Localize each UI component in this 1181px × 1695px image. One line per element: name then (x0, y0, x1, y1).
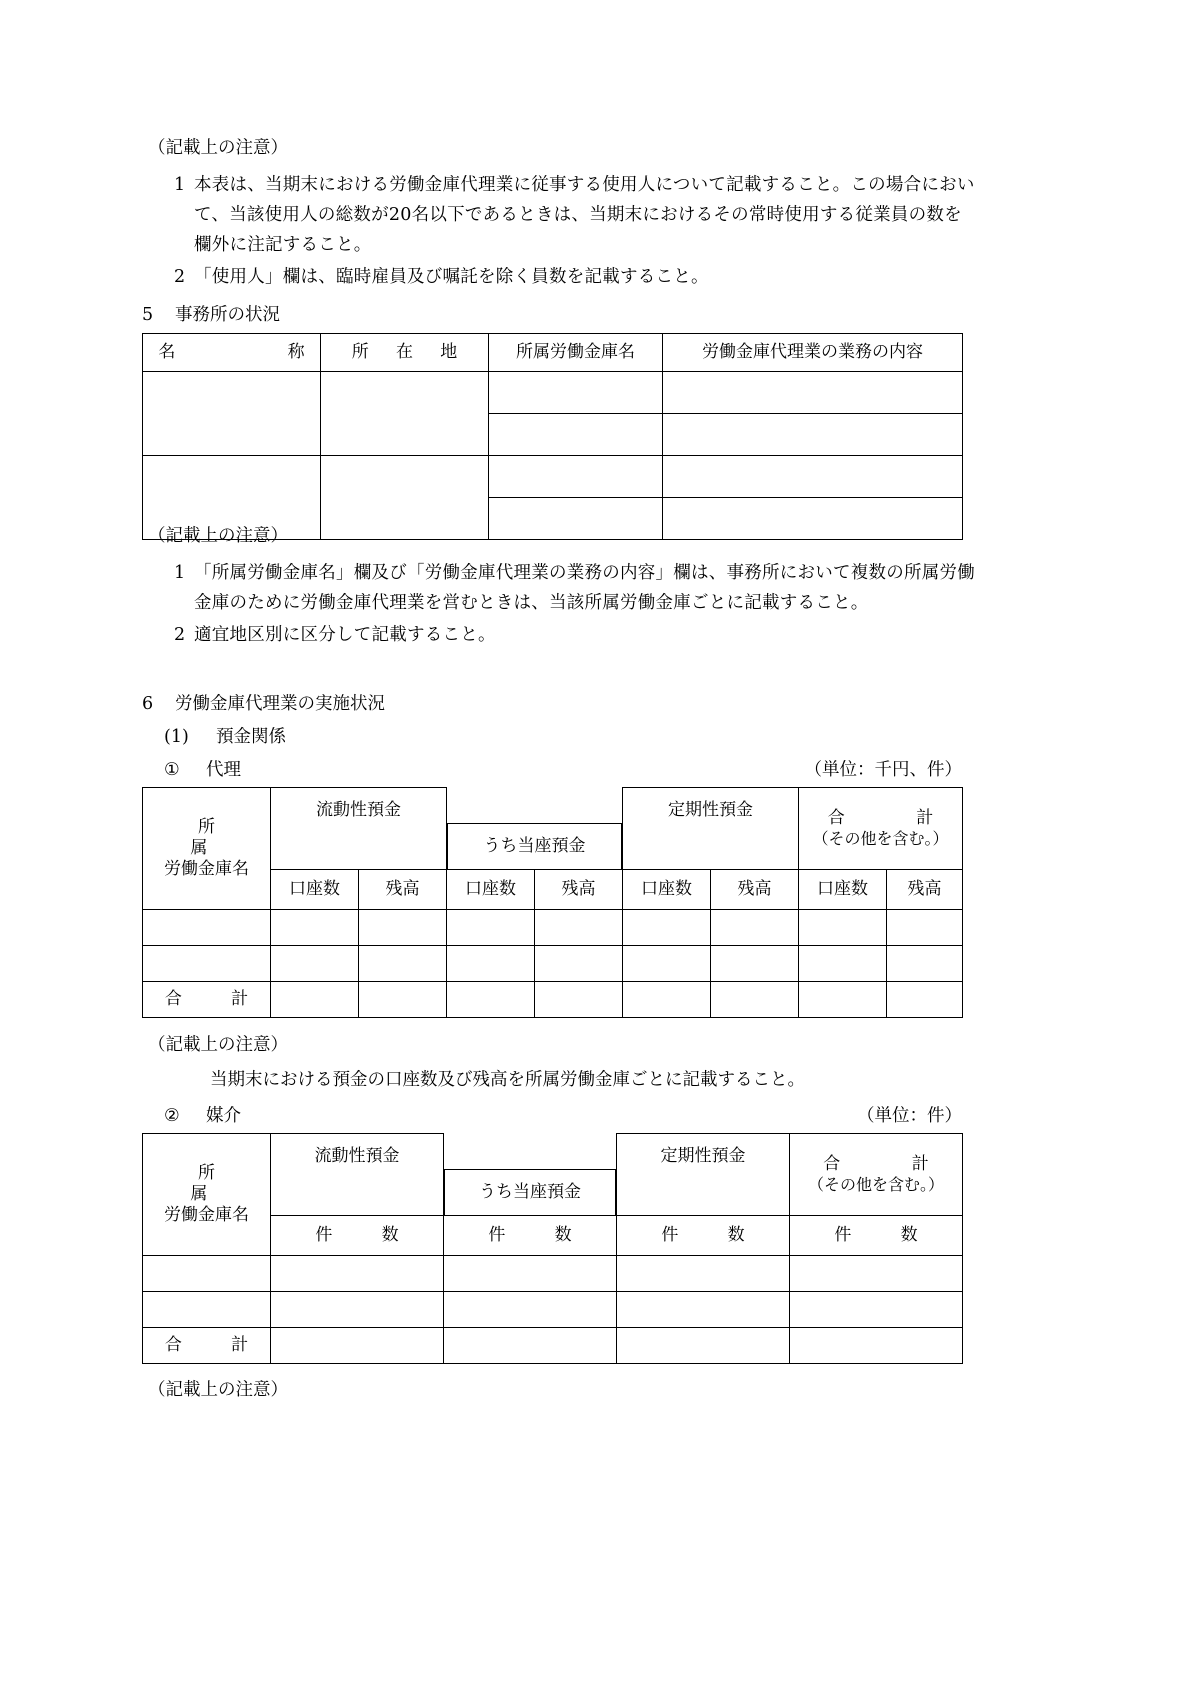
cell-value[interactable] (617, 1256, 790, 1292)
total-row-label: 合 計 (143, 982, 271, 1018)
cell-bank[interactable] (489, 456, 663, 498)
notes-agency-text: 当期末における預金の口座数及び残高を所属労働金庫ごとに記載すること。 (210, 1069, 805, 1090)
table-group-header-row (143, 788, 963, 870)
section-title: 労働金庫代理業の実施状況 (175, 694, 385, 714)
cell-total-value[interactable] (271, 982, 359, 1018)
col-header-bank-line2: 労働金庫名 (164, 859, 249, 880)
note-text: 本表は、当期末における労働金庫代理業に従事する使用人について記載すること。この場合において、当該使用人の総数が20名以下であるときは、当期末におけるその常時使用する従業員の数を欄外に注記すること。 (194, 174, 975, 255)
cell-bank[interactable] (489, 372, 663, 414)
col-header-name: 名 称 (143, 334, 321, 372)
group-header-nested-wrapper (447, 788, 623, 870)
group-header-time: 定期性預金 (623, 788, 799, 870)
group-header-total-line2: （その他を含む。） (807, 1175, 944, 1195)
cell-name[interactable] (143, 372, 321, 456)
cell-address[interactable] (321, 456, 489, 540)
subsection-number: (1) (164, 727, 189, 747)
notes-top-item (148, 262, 978, 292)
notes-mediation-title: （記載上の注意） (148, 1380, 288, 1400)
cell-value[interactable] (790, 1256, 963, 1292)
section-6-heading (142, 696, 385, 714)
cell-value[interactable] (887, 946, 963, 982)
cell-content[interactable] (663, 372, 963, 414)
unit-note: （単位：件） (857, 1106, 962, 1126)
cell-value[interactable] (711, 946, 799, 982)
cell-total-value[interactable] (711, 982, 799, 1018)
cell-value[interactable] (359, 910, 447, 946)
cell-value[interactable] (271, 910, 359, 946)
notes-top-item (148, 170, 978, 260)
cell-total-value[interactable] (447, 982, 535, 1018)
section-5-heading (142, 307, 280, 325)
cell-total-value[interactable] (887, 982, 963, 1018)
cell-bank-name[interactable] (143, 910, 271, 946)
cell-content[interactable] (663, 414, 963, 456)
cell-bank[interactable] (489, 414, 663, 456)
cell-total-value[interactable] (799, 982, 887, 1018)
notes-office-item (148, 620, 978, 650)
cell-value[interactable] (444, 1292, 617, 1328)
cell-value[interactable] (271, 1256, 444, 1292)
cell-bank-name[interactable] (143, 1292, 271, 1328)
agency-deposit-table (142, 787, 963, 1018)
item-title: 代理 (206, 760, 241, 780)
section-title: 事務所の状況 (175, 305, 280, 325)
office-status-table (142, 333, 963, 540)
subcol-total-count: 件 数 (790, 1216, 963, 1256)
subcol-liquid-accounts: 口座数 (271, 870, 359, 910)
table-row (143, 1292, 963, 1328)
note-text: 適宜地区別に区分して記載すること。 (194, 624, 496, 645)
subcol-total-accounts: 口座数 (799, 870, 887, 910)
section-6-sub1-heading (142, 729, 286, 747)
subcol-nested-accounts: 口座数 (447, 870, 535, 910)
item-number: ① (164, 760, 180, 780)
table-row (143, 456, 963, 498)
cell-value[interactable] (887, 910, 963, 946)
col-header-bank (143, 788, 295, 910)
cell-address[interactable] (321, 372, 489, 456)
group-header-liquid: 流動性預金 (271, 1134, 444, 1216)
item-2-heading (142, 1108, 962, 1126)
group-header-total (790, 1134, 963, 1216)
table-header-row (143, 334, 963, 372)
cell-content[interactable] (663, 456, 963, 498)
cell-total-value[interactable] (444, 1328, 617, 1364)
section-number: 6 (142, 694, 154, 714)
cell-total-value[interactable] (623, 982, 711, 1018)
subcol-nested-balance: 残高 (535, 870, 623, 910)
cell-value[interactable] (799, 910, 887, 946)
cell-value[interactable] (790, 1292, 963, 1328)
table-row (143, 372, 963, 414)
notes-top-title: （記載上の注意） (148, 138, 288, 158)
subcol-total-balance: 残高 (887, 870, 963, 910)
cell-value[interactable] (535, 946, 623, 982)
subcol-time-balance: 残高 (711, 870, 799, 910)
item-title: 媒介 (206, 1106, 241, 1126)
subcol-liquid-balance: 残高 (359, 870, 447, 910)
cell-value[interactable] (799, 946, 887, 982)
unit-note: （単位：千円、件） (804, 760, 962, 780)
cell-value[interactable] (447, 910, 535, 946)
subcol-time-count: 件 数 (617, 1216, 790, 1256)
notes-office-title: （記載上の注意） (148, 526, 288, 546)
group-header-time: 定期性預金 (617, 1134, 790, 1216)
group-header-total-line1: 合 計 (827, 807, 939, 828)
col-header-bank (143, 1134, 295, 1256)
table-group-header-row (143, 1134, 963, 1216)
table-row (143, 910, 963, 946)
col-header-bank-line1: 所 属 (190, 816, 295, 858)
cell-bank-name[interactable] (143, 946, 271, 982)
cell-value[interactable] (617, 1292, 790, 1328)
note-number: 2 (174, 624, 186, 645)
group-header-total-line2: （その他を含む。） (812, 829, 949, 849)
note-number: 1 (174, 174, 186, 195)
subcol-nested-count: 件 数 (444, 1216, 617, 1256)
mediation-deposit-table (142, 1133, 963, 1364)
group-header-total (799, 788, 963, 870)
note-text: 「使用人」欄は、臨時雇員及び嘱託を除く員数を記載すること。 (194, 266, 709, 287)
cell-total-value[interactable] (359, 982, 447, 1018)
group-header-nested: うち当座預金 (447, 823, 622, 869)
group-header-total-line1: 合 計 (823, 1153, 934, 1174)
group-header-liquid: 流動性預金 (271, 788, 447, 870)
cell-total-value[interactable] (617, 1328, 790, 1364)
note-text: 「所属労働金庫名」欄及び「労働金庫代理業の業務の内容」欄は、事務所において複数の所属労働金庫のために労働金庫代理業を営むときは、当該所属労働金庫ごとに記載すること。 (194, 562, 975, 613)
col-header-bank: 所属労働金庫名 (489, 334, 663, 372)
table-total-row (143, 982, 963, 1018)
cell-total-value[interactable] (790, 1328, 963, 1364)
cell-value[interactable] (623, 946, 711, 982)
col-header-bank-line1: 所 属 (190, 1162, 295, 1204)
group-header-nested-wrapper (444, 1134, 617, 1216)
total-row-label: 合 計 (143, 1328, 271, 1364)
subcol-time-accounts: 口座数 (623, 870, 711, 910)
item-1-heading (142, 762, 962, 780)
subcol-liquid-count: 件 数 (271, 1216, 444, 1256)
cell-value[interactable] (444, 1256, 617, 1292)
note-number: 2 (174, 266, 186, 287)
cell-value[interactable] (359, 946, 447, 982)
notes-agency-title: （記載上の注意） (148, 1035, 288, 1055)
table-total-row (143, 1328, 963, 1364)
cell-value[interactable] (623, 910, 711, 946)
col-header-address: 所 在 地 (321, 334, 489, 372)
cell-value[interactable] (535, 910, 623, 946)
col-header-bank-line2: 労働金庫名 (164, 1205, 249, 1226)
cell-value[interactable] (447, 946, 535, 982)
table-row (143, 946, 963, 982)
subsection-title: 預金関係 (216, 727, 286, 747)
notes-office-item (148, 558, 978, 618)
note-number: 1 (174, 562, 186, 583)
cell-value[interactable] (711, 910, 799, 946)
item-number: ② (164, 1106, 180, 1126)
cell-value[interactable] (271, 1292, 444, 1328)
cell-total-value[interactable] (271, 1328, 444, 1364)
cell-value[interactable] (271, 946, 359, 982)
col-header-content: 労働金庫代理業の業務の内容 (663, 334, 963, 372)
group-header-nested: うち当座預金 (444, 1169, 616, 1215)
table-row (143, 1256, 963, 1292)
section-number: 5 (142, 305, 154, 325)
cell-bank-name[interactable] (143, 1256, 271, 1292)
cell-total-value[interactable] (535, 982, 623, 1018)
